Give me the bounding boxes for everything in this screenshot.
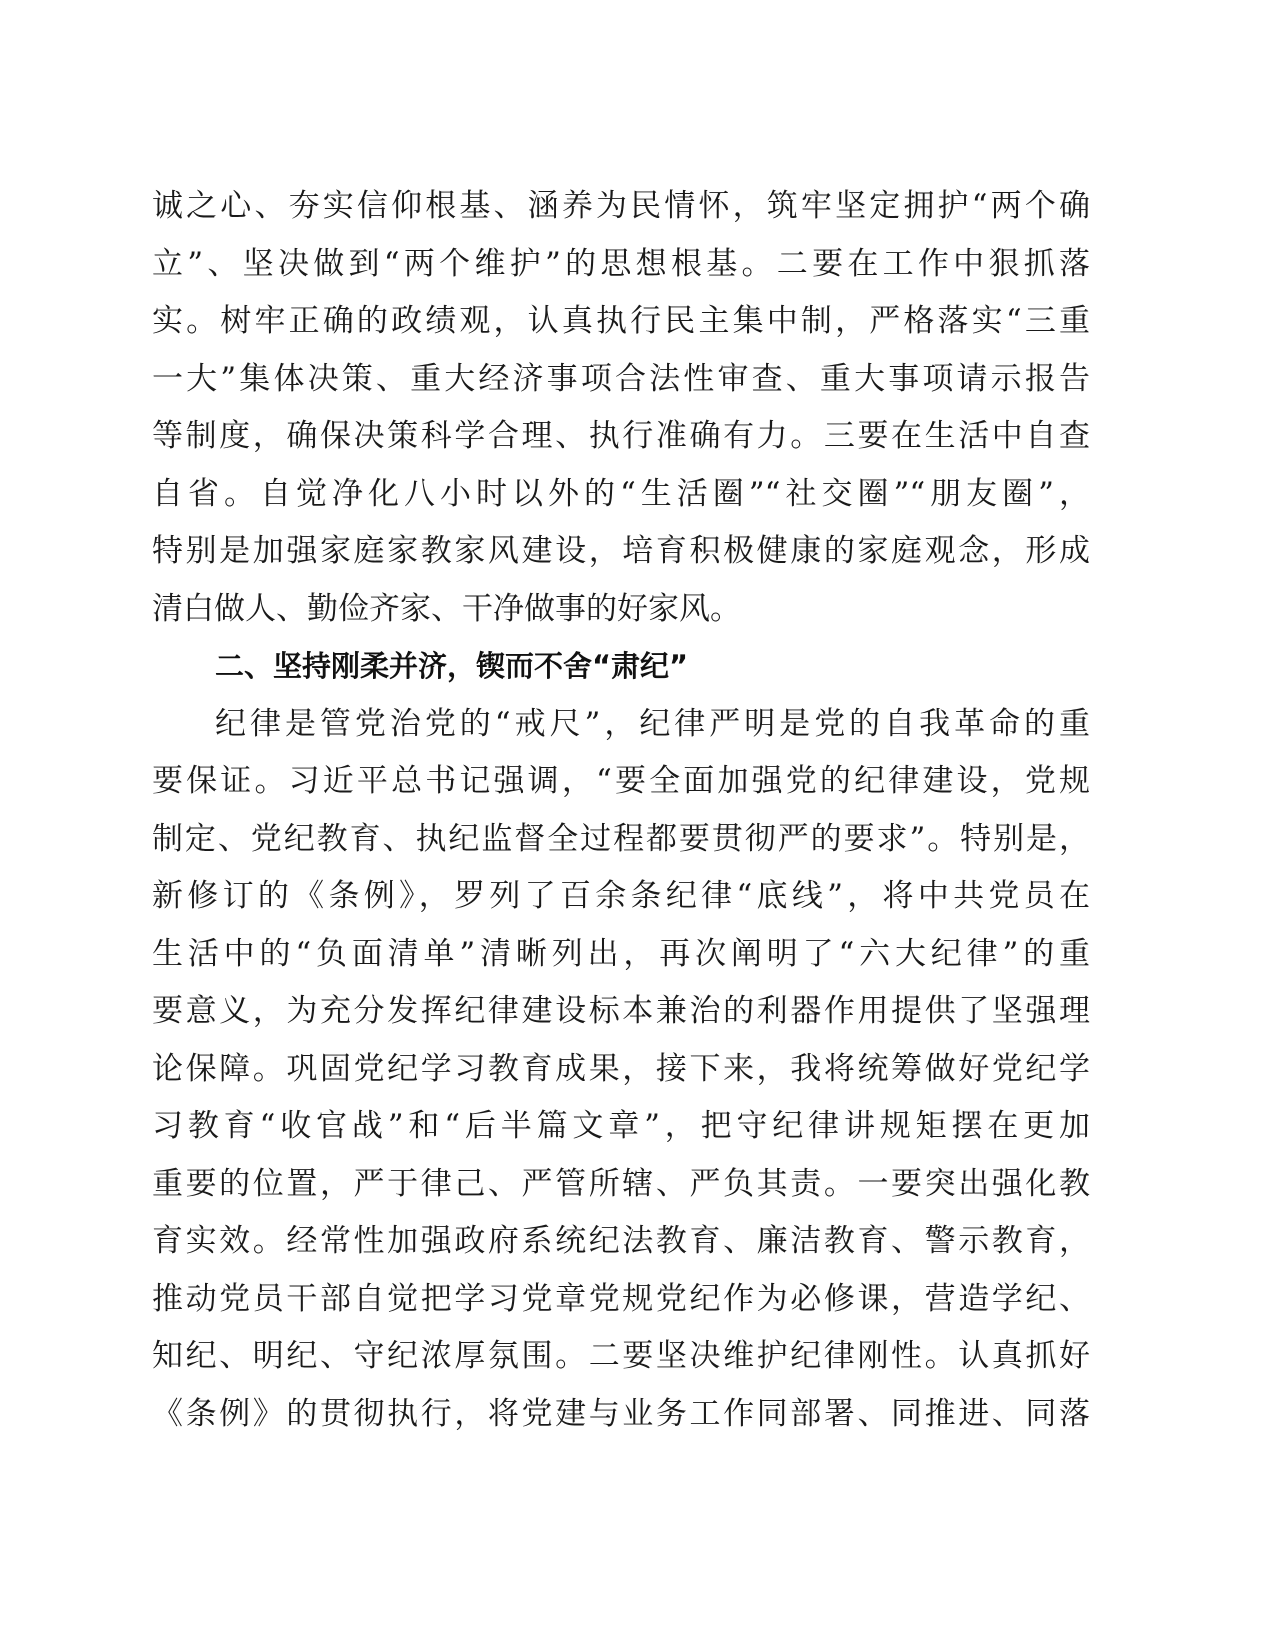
text-line: 要保证。习近平总书记强调，“要全面加强党的纪律建设，党规 xyxy=(152,763,1090,799)
text-line: 清白做人、勤俭齐家、干净做事的好家风。 xyxy=(152,590,741,627)
text-line: 诚之心、夯实信仰根基、涵养为民情怀，筑牢坚定拥护“两个确 xyxy=(152,188,1090,224)
text-line: 育实效。经常性加强政府系统纪法教育、廉洁教育、警示教育， xyxy=(152,1223,1090,1259)
text-line: 纪律是管党治党的“戒尺”，纪律严明是党的自我革命的重 xyxy=(215,705,1090,742)
paragraph-discipline xyxy=(152,696,1090,1444)
body-text xyxy=(152,178,1090,1443)
text-line: 等制度，确保决策科学合理、执行准确有力。三要在生活中自查 xyxy=(152,418,1090,454)
section-heading: 二、坚持刚柔并济，锲而不舍“肃纪” xyxy=(215,649,689,683)
text-line: 特别是加强家庭家教家风建设，培育积极健康的家庭观念，形成 xyxy=(152,533,1090,569)
text-line: 自省。自觉净化八小时以外的“生活圈”“社交圈”“朋友圈”， xyxy=(152,475,1090,512)
paragraph-continued xyxy=(152,178,1090,638)
text-line: 要意义，为充分发挥纪律建设标本兼治的利器作用提供了坚强理 xyxy=(152,993,1090,1029)
text-line: 习教育“收官战”和“后半篇文章”，把守纪律讲规矩摆在更加 xyxy=(152,1108,1090,1144)
text-line: 实。树牢正确的政绩观，认真执行民主集中制，严格落实“三重 xyxy=(152,303,1090,339)
text-line: 生活中的“负面清单”清晰列出，再次阐明了“六大纪律”的重 xyxy=(152,935,1090,972)
text-line: 《条例》的贯彻执行，将党建与业务工作同部署、同推进、同落 xyxy=(152,1395,1090,1432)
text-line: 重要的位置，严于律己、严管所辖、严负其责。一要突出强化教 xyxy=(152,1165,1090,1202)
text-line: 一大”集体决策、重大经济事项合法性审查、重大事项请示报告 xyxy=(152,360,1090,397)
text-line: 新修订的《条例》，罗列了百余条纪律“底线”，将中共党员在 xyxy=(152,878,1090,914)
text-line: 制定、党纪教育、执纪监督全过程都要贯彻严的要求”。特别是， xyxy=(152,820,1090,857)
text-line: 推动党员干部自觉把学习党章党规党纪作为必修课，营造学纪、 xyxy=(152,1280,1090,1317)
text-line: 知纪、明纪、守纪浓厚氛围。二要坚决维护纪律刚性。认真抓好 xyxy=(152,1338,1090,1374)
text-line: 论保障。巩固党纪学习教育成果，接下来，我将统筹做好党纪学 xyxy=(152,1050,1090,1087)
text-line: 立”、坚决做到“两个维护”的思想根基。二要在工作中狠抓落 xyxy=(152,245,1090,282)
